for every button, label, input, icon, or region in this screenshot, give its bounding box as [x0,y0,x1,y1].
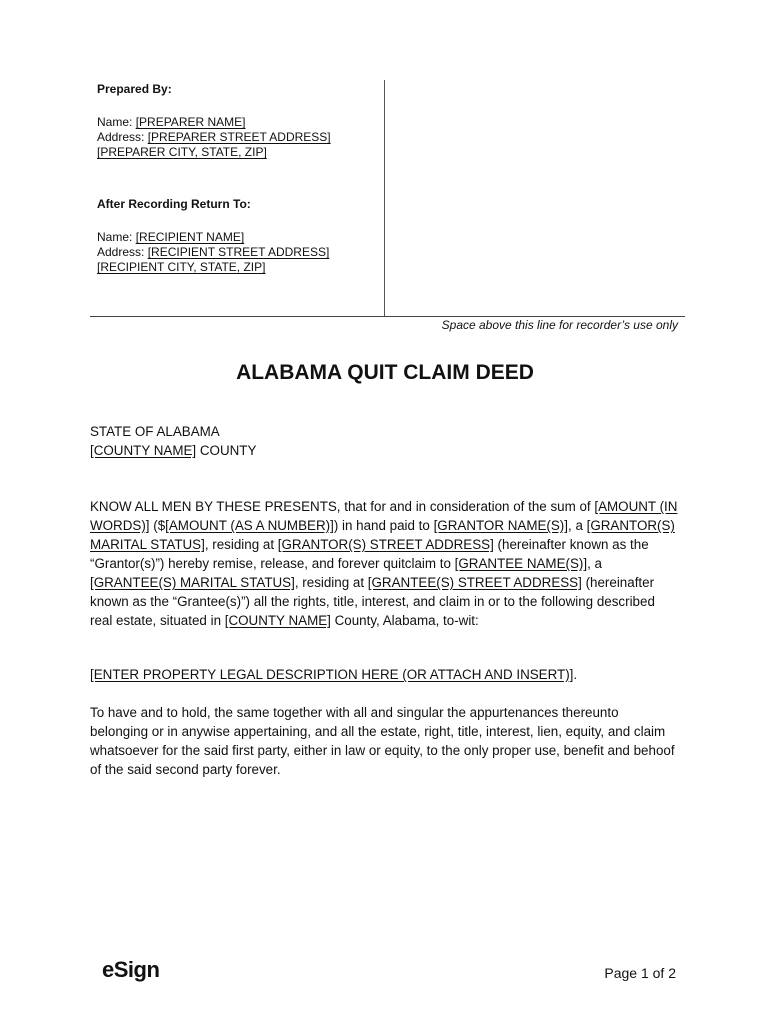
preparer-street-field[interactable]: [PREPARER STREET ADDRESS] [147,130,331,144]
grantee-address-field[interactable]: [GRANTEE(S) STREET ADDRESS] [367,575,582,590]
grantee-status-field[interactable]: [GRANTEE(S) MARITAL STATUS] [90,575,295,590]
grantor-name-field[interactable]: [GRANTOR NAME(S)] [433,518,568,533]
recipient-name-field[interactable]: [RECIPIENT NAME] [135,230,245,244]
state-county-block [90,422,256,460]
paragraph-text: , a [587,556,602,571]
preparer-address-line [97,130,331,145]
paragraph-text: , residing at [294,575,368,590]
county-suffix: COUNTY [196,443,257,458]
paragraph-text: , a [568,518,587,533]
property-county-field[interactable]: [COUNTY NAME] [224,613,331,628]
paragraph-text: ) in hand paid to [333,518,434,533]
prepared-by-label: Prepared By: [97,82,172,96]
preparer-city-line [97,145,331,160]
recipient-info [97,230,329,275]
esign-logo: eSign [102,957,160,982]
paragraph-text: (hereinafter known as the “Grantee(s)”) all the rights, title, interest, and claim in or to the following described real estate, situated in [90,575,655,628]
page-number: Page 1 of 2 [604,965,676,981]
legal-description-suffix: . [573,667,578,682]
county-name-field[interactable]: [COUNTY NAME] [90,443,197,458]
preparer-city-field[interactable]: [PREPARER CITY, STATE, ZIP] [97,145,267,159]
paragraph-text: (hereinafter known as the “Grantor(s)”) hereby remise, release, and forever quitclaim to [90,537,649,571]
recipient-street-field[interactable]: [RECIPIENT STREET ADDRESS] [147,245,330,259]
preparer-info [97,115,331,160]
recording-header [97,80,385,316]
paragraph-text: County, Alabama, to-wit: [330,613,479,628]
grantee-name-field[interactable]: [GRANTEE NAME(S)] [454,556,588,571]
legal-description-field[interactable]: [ENTER PROPERTY LEGAL DESCRIPTION HERE (OR ATTACH AND INSERT)] [90,667,574,682]
preparer-name-prefix: Name: [97,115,136,129]
paragraph-text: ($ [149,518,166,533]
amount-number-field[interactable]: [AMOUNT (AS A NUMBER)] [165,518,334,533]
amount-words-field[interactable]: [AMOUNT (IN WORDS)] [90,499,678,533]
preparer-name-line [97,115,331,130]
recipient-address-prefix: Address: [97,245,148,259]
grantor-status-field[interactable]: [GRANTOR(S) MARITAL STATUS] [90,518,675,552]
preparer-name-field[interactable]: [PREPARER NAME] [135,115,246,129]
document-title: ALABAMA QUIT CLAIM DEED [236,361,534,384]
state-line: STATE OF ALABAMA [90,424,220,439]
recipient-name-line [97,230,329,245]
return-to-label: After Recording Return To: [97,197,251,211]
recipient-address-line [97,245,329,260]
legal-description-line [90,665,680,684]
paragraph-text: KNOW ALL MEN BY THESE PRESENTS, that for and in consideration of the sum of [90,499,595,514]
recipient-city-field[interactable]: [RECIPIENT CITY, STATE, ZIP] [97,260,266,274]
recipient-city-line [97,260,329,275]
recorder-note: Space above this line for recorder’s use only [441,318,678,332]
recorder-divider [90,316,685,317]
consideration-paragraph [90,497,680,630]
county-line [90,441,256,460]
paragraph-text: , residing at [204,537,278,552]
recipient-name-prefix: Name: [97,230,136,244]
preparer-address-prefix: Address: [97,130,148,144]
grantor-address-field[interactable]: [GRANTOR(S) STREET ADDRESS] [277,537,494,552]
habendum-paragraph: To have and to hold, the same together with all and singular the appurtenances thereunto belonging or in anywise appertaining, and all the estate, right, title, interest, lien, equity, and claim whatsoever for the said first party, either in law or equity, to the only proper use, benefit and behoof of the said second party forever. [90,705,675,777]
